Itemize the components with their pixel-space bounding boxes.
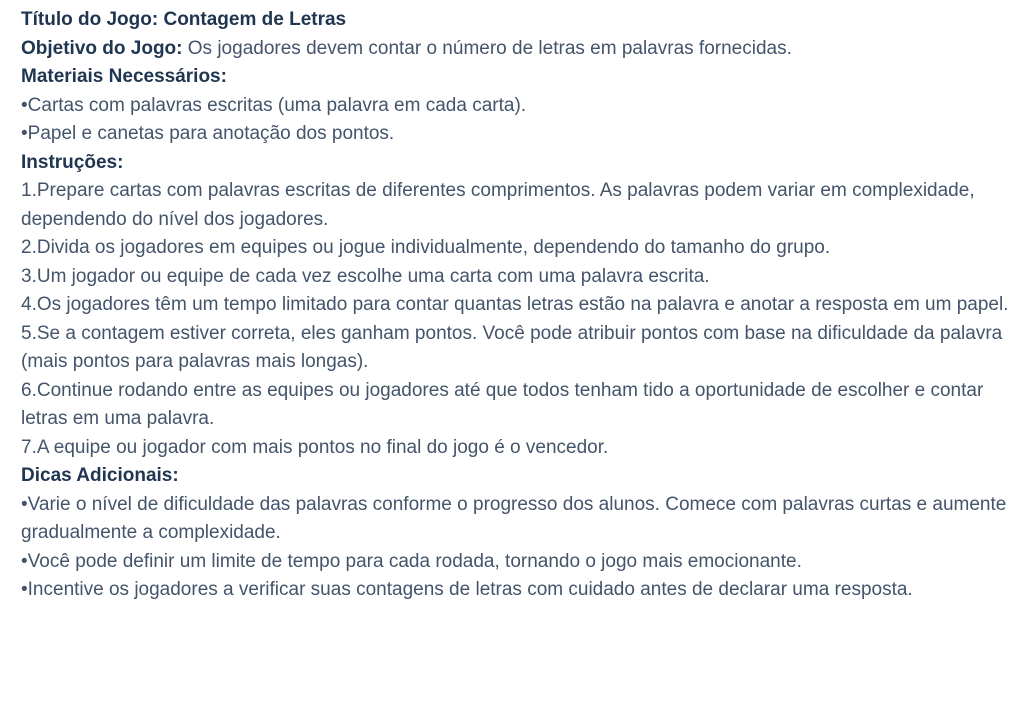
instruction-item: 2.Divida os jogadores em equipes ou jogue individualmente, dependendo do tamanho do grupo. xyxy=(21,237,831,258)
instructions-heading: Instruções: xyxy=(21,151,124,173)
objective-text: Os jogadores devem contar o número de letras em palavras fornecidas. xyxy=(187,37,792,59)
instruction-item: 6.Continue rodando entre as equipes ou jogadores até que todos tenham tido a oportunidade de escolher e contar letras em uma palavra. xyxy=(21,379,984,429)
objective-line xyxy=(21,35,1011,64)
instruction-item: 3.Um jogador ou equipe de cada vez escolhe uma carta com uma palavra escrita. xyxy=(21,265,710,287)
instruction-item: 7.A equipe ou jogador com mais pontos no final do jogo é o vencedor. xyxy=(21,436,609,458)
tip-item: •Você pode definir um limite de tempo para cada rodada, tornando o jogo mais emocionante. xyxy=(21,550,802,572)
instruction-item: 1.Prepare cartas com palavras escritas de diferentes comprimentos. As palavras podem variar em complexidade, dependendo do nível dos jogadores. xyxy=(21,180,975,230)
materials-item: •Papel e canetas para anotação dos pontos. xyxy=(21,123,395,144)
game-title-value: Contagem de Letras xyxy=(163,9,347,30)
instruction-item: 5.Se a contagem estiver correta, eles ganham pontos. Você pode atribuir pontos com base na dificuldade da palavra (mais pontos para palavras mais longas). xyxy=(21,322,1003,372)
instruction-item: 4.Os jogadores têm um tempo limitado para contar quantas letras estão na palavra e anotar a resposta em um papel. xyxy=(21,294,1009,315)
tip-item: •Varie o nível de dificuldade das palavras conforme o progresso dos alunos. Comece com palavras curtas e aumente gradualmente a complexidade. xyxy=(21,493,1007,543)
game-title-line xyxy=(21,6,1011,35)
game-description-document xyxy=(21,6,1011,605)
materials-item: •Cartas com palavras escritas (uma palavra em cada carta). xyxy=(21,94,527,116)
game-title-heading: Título do Jogo: xyxy=(21,9,159,30)
objective-label: Objetivo do Jogo: xyxy=(21,37,183,59)
tips-heading: Dicas Adicionais: xyxy=(21,465,179,486)
materials-heading: Materiais Necessários: xyxy=(21,66,227,87)
tip-item: •Incentive os jogadores a verificar suas contagens de letras com cuidado antes de declarar uma resposta. xyxy=(21,579,913,600)
